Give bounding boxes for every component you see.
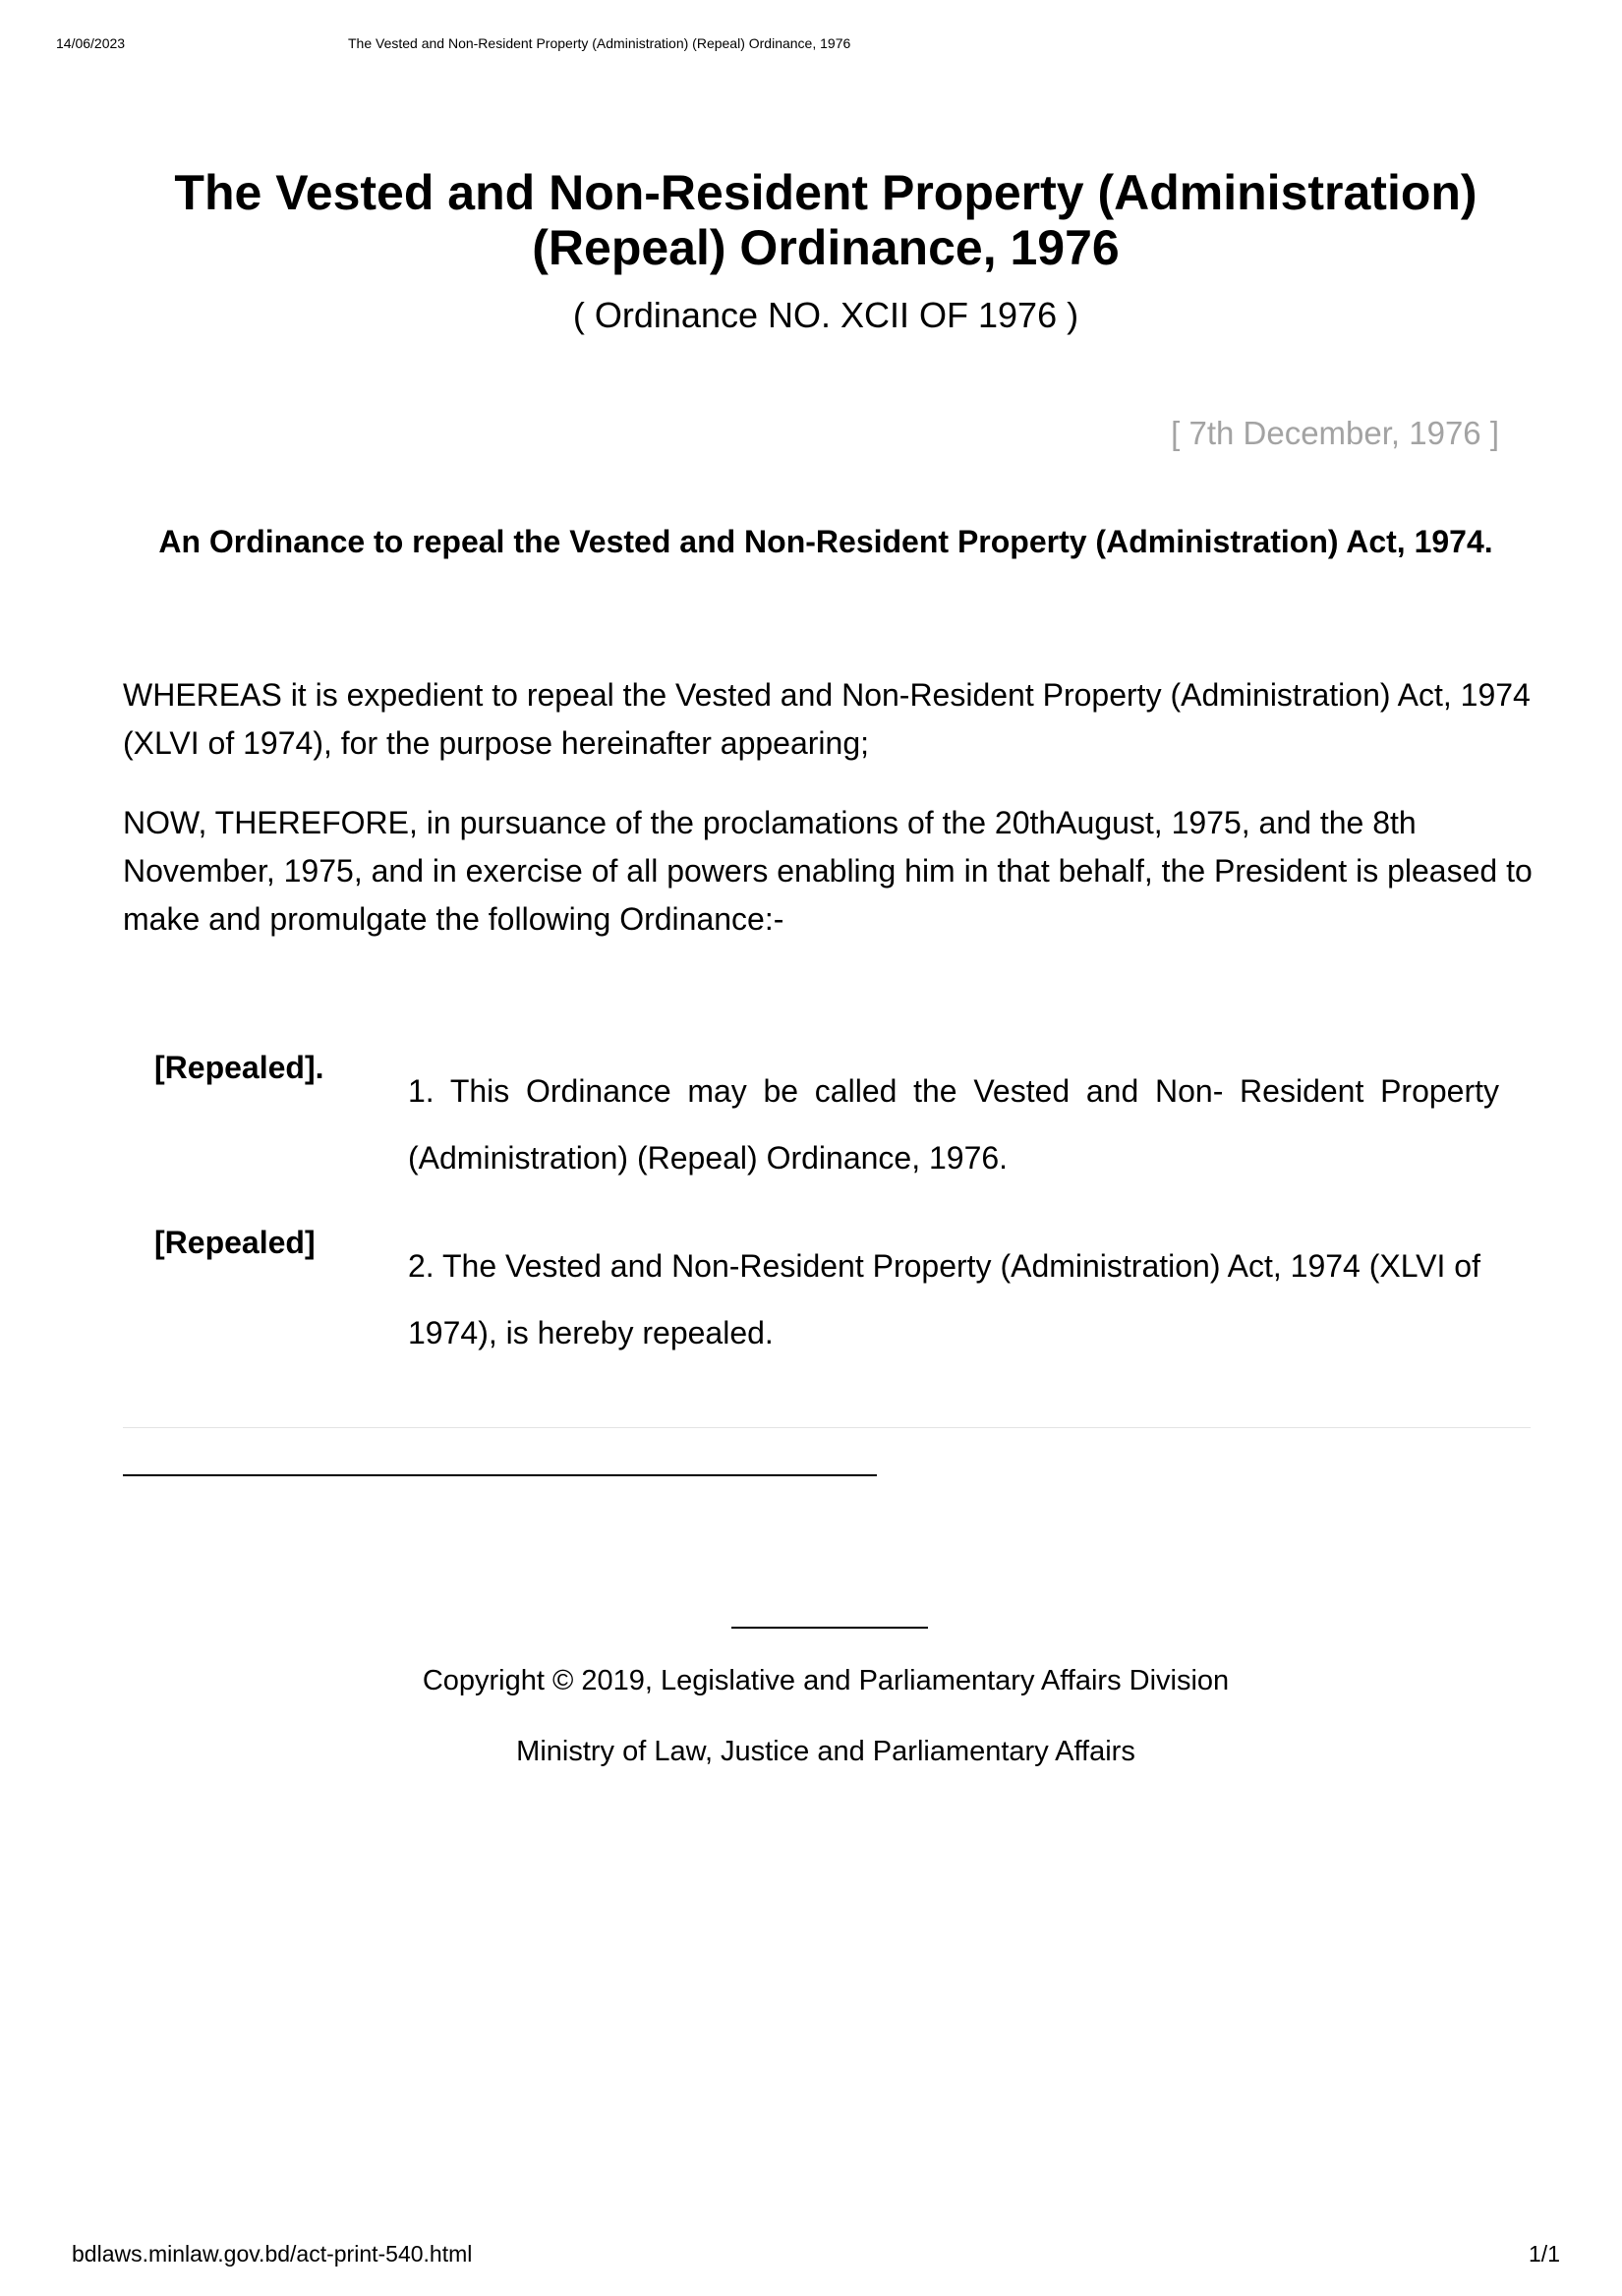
page-number: 1/1 [1529,2241,1560,2267]
print-date: 14/06/2023 [56,35,126,51]
section-1-heading: [Repealed]. [154,1050,324,1085]
document-title [118,165,1534,275]
whereas-paragraph: WHEREAS it is expedient to repeal the Vested and Non-Resident Property (Administration) Act, 1974 (XLVI of 1974), for the purpose hereinafter appearing; [123,677,1531,761]
ordinance-date: [ 7th December, 1976 ] [1171,415,1499,451]
print-url: bdlaws.minlaw.gov.bd/act-print-540.html [72,2241,473,2267]
footer-divider [731,1627,928,1629]
document-title-line-1: The Vested and Non-Resident Property (Administration) [174,165,1477,220]
preamble-title: An Ordinance to repeal the Vested and Non-Resident Property (Administration) Act, 1974. [158,524,1493,559]
ministry-text: Ministry of Law, Justice and Parliamentary Affairs [516,1736,1135,1767]
now-therefore-paragraph: NOW, THEREFORE, in pursuance of the proclamations of the 20thAugust, 1975, and the 8th November, 1975, and in exercise of all powers enabling him in that behalf, the President is pleased to make and promulgate the following Ordinance:- [123,805,1533,937]
ordinance-number: ( Ordinance NO. XCII OF 1976 ) [572,295,1079,335]
document-title-line-2: (Repeal) Ordinance, 1976 [532,220,1120,275]
section-2-heading: [Repealed] [154,1225,316,1260]
section-2-text: 2. The Vested and Non-Resident Property (Administration) Act, 1974 (XLVI of 1974), is hereby repealed. [408,1248,1480,1350]
section-divider [123,1427,1531,1428]
section-1-text: 1. This Ordinance may be called the Vested and Non- Resident Property (Administration) (Repeal) Ordinance, 1976. [408,1073,1499,1176]
footnote-divider [123,1474,877,1476]
copyright-text: Copyright © 2019, Legislative and Parliamentary Affairs Division [422,1665,1230,1696]
print-header-title: The Vested and Non-Resident Property (Administration) (Repeal) Ordinance, 1976 [348,35,851,51]
